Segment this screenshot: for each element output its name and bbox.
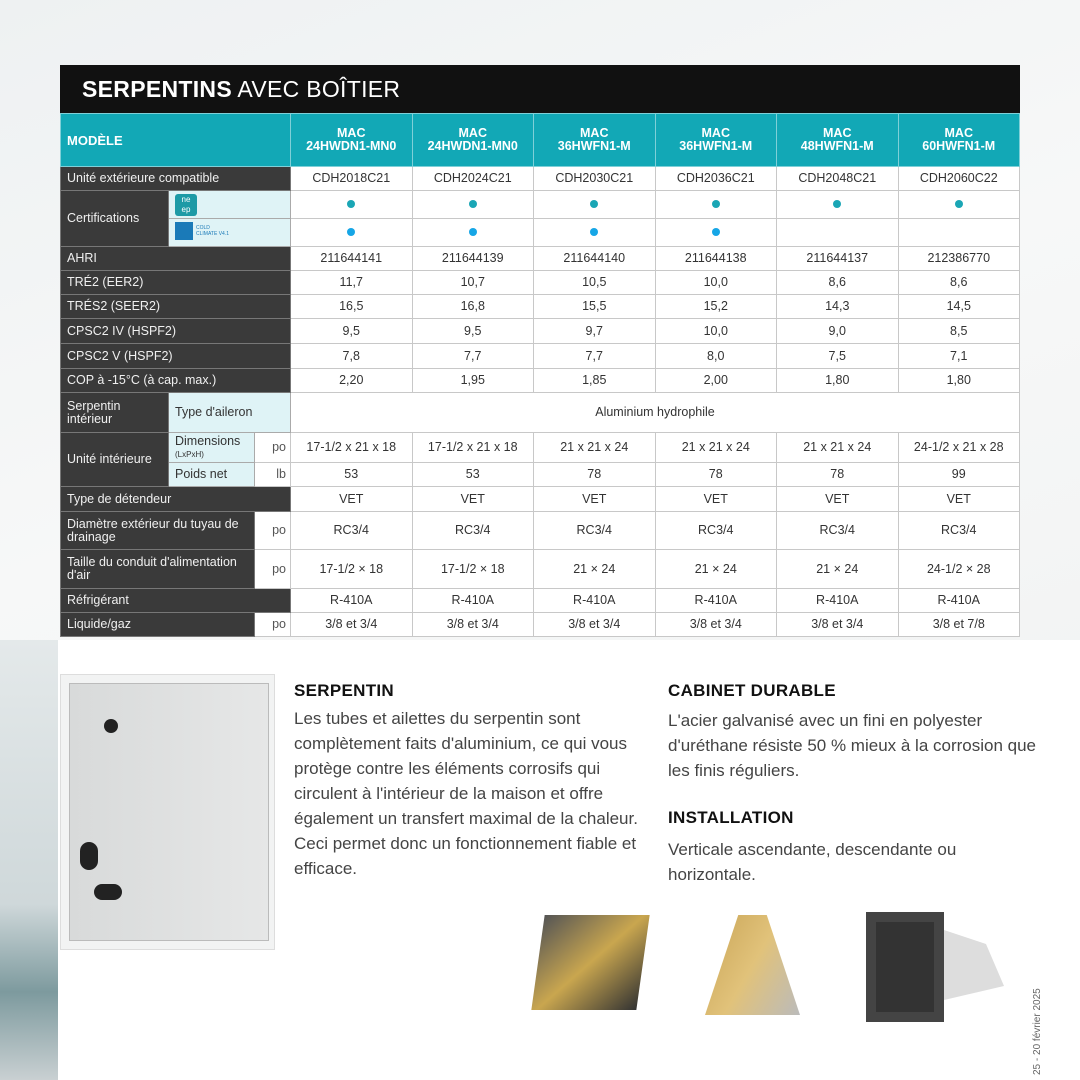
table-row (61, 613, 1020, 637)
air-handler-cabinet-image (69, 683, 269, 941)
energy-star-cert-cell (412, 219, 534, 247)
value-cell: 16,8 (412, 295, 534, 319)
row-label: CPSC2 V (HSPF2) (61, 344, 291, 369)
value-cell: 78 (534, 463, 656, 487)
model-prefix: MAC (823, 126, 852, 140)
value-cell: VET (412, 487, 534, 512)
row-unit: po (255, 433, 291, 463)
model-number: 36HWFN1-M (679, 139, 753, 153)
value-cell: 21 × 24 (534, 550, 656, 589)
value-cell: CDH2024C21 (412, 167, 534, 191)
value-cell: 53 (291, 463, 413, 487)
neep-cert-cell (655, 191, 777, 219)
row-label: TRÉ2 (EER2) (61, 271, 291, 295)
value-cell: RC3/4 (291, 512, 413, 550)
header-model (655, 114, 777, 167)
value-cell: R-410A (534, 589, 656, 613)
coil-text: Les tubes et ailettes du serpentin sont complètement faits d'aluminium, ce qui vous protège contre les éléments corrosifs qui circulent à l'intérieur de la maison et offre également un transfert maximal de la chaleur. Ceci permet donc un fonctionnement fiable et efficace. (294, 709, 638, 878)
cabinet-text: L'acier galvanisé avec un fini en polyester d'uréthane résiste 50 % mieux à la corrosion que les finis réguliers. (668, 711, 1037, 780)
value-cell: 21 × 24 (777, 550, 899, 589)
energy-star-cert-cell (655, 219, 777, 247)
energy-star-icon: COLD CLIMATE V4.1 (175, 222, 229, 240)
row-label: Réfrigérant (61, 589, 291, 613)
table-row (61, 589, 1020, 613)
indoor-unit-label: Unité intérieure (61, 433, 169, 487)
table-row (61, 247, 1020, 271)
energy-star-cert-cell (898, 219, 1020, 247)
value-cell: 1,80 (898, 369, 1020, 393)
dimensions-sub: (LxPxH) (175, 449, 204, 459)
value-cell: 2,00 (655, 369, 777, 393)
table-row (61, 487, 1020, 512)
dimensions-text: Dimensions (175, 433, 241, 448)
model-number: 24HWDN1-MN0 (427, 139, 518, 153)
value-cell: 2,20 (291, 369, 413, 393)
model-number: 36HWFN1-M (557, 139, 631, 153)
table-row (61, 219, 1020, 247)
energy-star-cert-cell (534, 219, 656, 247)
row-label: Unité extérieure compatible (61, 167, 291, 191)
coil-image-1 (528, 910, 658, 1020)
table-row (61, 295, 1020, 319)
value-cell: 9,5 (412, 319, 534, 344)
check-dot-icon (712, 228, 720, 236)
value-cell: CDH2048C21 (777, 167, 899, 191)
check-dot-icon (955, 200, 963, 208)
certifications-label: Certifications (61, 191, 169, 247)
value-cell: 14,3 (777, 295, 899, 319)
weight-label: Poids net (169, 463, 255, 487)
check-dot-icon (469, 228, 477, 236)
value-cell: 11,7 (291, 271, 413, 295)
value-cell: R-410A (412, 589, 534, 613)
value-cell: 17-1/2 x 21 x 18 (291, 433, 413, 463)
installation-text: Verticale ascendante, descendante ou horizontale. (668, 840, 957, 884)
value-cell: 21 x 21 x 24 (534, 433, 656, 463)
check-dot-icon (590, 228, 598, 236)
value-cell: 10,0 (655, 271, 777, 295)
model-prefix: MAC (458, 126, 487, 140)
value-cell: 7,5 (777, 344, 899, 369)
page-title (60, 65, 1020, 113)
value-cell: R-410A (777, 589, 899, 613)
value-cell: 211644141 (291, 247, 413, 271)
model-number: 48HWFN1-M (800, 139, 874, 153)
value-cell: CDH2036C21 (655, 167, 777, 191)
row-unit: lb (255, 463, 291, 487)
title-rest: AVEC BOÎTIER (231, 76, 401, 102)
row-unit: po (255, 550, 291, 589)
value-cell: 7,1 (898, 344, 1020, 369)
check-dot-icon (590, 200, 598, 208)
table-row (61, 433, 1020, 463)
value-cell: VET (777, 487, 899, 512)
value-cell: 3/8 et 3/4 (534, 613, 656, 637)
value-cell: CDH2018C21 (291, 167, 413, 191)
value-cell: 10,7 (412, 271, 534, 295)
value-cell: VET (898, 487, 1020, 512)
value-cell: 78 (655, 463, 777, 487)
value-cell: 8,6 (898, 271, 1020, 295)
installation-heading: INSTALLATION (668, 808, 794, 827)
title-bold: SERPENTINS (82, 76, 232, 102)
model-number: 24HWDN1-MN0 (306, 139, 397, 153)
value-cell: 211644139 (412, 247, 534, 271)
neep-cert-cell (777, 191, 899, 219)
check-dot-icon (712, 200, 720, 208)
header-model (412, 114, 534, 167)
value-cell: 24-1/2 × 28 (898, 550, 1020, 589)
header-model (534, 114, 656, 167)
value-cell: 17-1/2 × 18 (412, 550, 534, 589)
model-prefix: MAC (580, 126, 609, 140)
model-number: 60HWFN1-M (922, 139, 996, 153)
value-cell: 9,0 (777, 319, 899, 344)
table-row (61, 463, 1020, 487)
value-cell: CDH2060C22 (898, 167, 1020, 191)
coil-image-2 (695, 910, 815, 1020)
table-row (61, 271, 1020, 295)
header-model (777, 114, 899, 167)
value-cell: 9,7 (534, 319, 656, 344)
row-label: Diamètre extérieur du tuyau de drainage (61, 512, 255, 550)
value-cell: 14,5 (898, 295, 1020, 319)
value-cell: 17-1/2 × 18 (291, 550, 413, 589)
dimensions-label (169, 433, 255, 463)
value-cell: 21 x 21 x 24 (655, 433, 777, 463)
value-cell: 8,6 (777, 271, 899, 295)
table-row (61, 512, 1020, 550)
header-model-label: MODÈLE (61, 114, 291, 167)
value-cell: 8,0 (655, 344, 777, 369)
header-model (898, 114, 1020, 167)
coil-label: Serpentin intérieur (61, 393, 169, 433)
value-cell: 21 x 21 x 24 (777, 433, 899, 463)
value-cell: 3/8 et 3/4 (655, 613, 777, 637)
value-cell: RC3/4 (534, 512, 656, 550)
value-cell: 10,0 (655, 319, 777, 344)
value-cell: RC3/4 (412, 512, 534, 550)
check-dot-icon (469, 200, 477, 208)
row-unit: po (255, 613, 291, 637)
model-prefix: MAC (337, 126, 366, 140)
value-cell: 3/8 et 3/4 (777, 613, 899, 637)
table-row (61, 369, 1020, 393)
table-row (61, 550, 1020, 589)
value-cell: 3/8 et 3/4 (412, 613, 534, 637)
value-cell: 15,5 (534, 295, 656, 319)
value-cell: 3/8 et 3/4 (291, 613, 413, 637)
row-label: TRÉS2 (SEER2) (61, 295, 291, 319)
value-cell: 212386770 (898, 247, 1020, 271)
energy-star-cert-cell (777, 219, 899, 247)
product-photo (60, 674, 275, 950)
spec-table (60, 113, 1020, 637)
value-cell: RC3/4 (655, 512, 777, 550)
coil-image-3 (866, 910, 1006, 1020)
value-cell: 15,2 (655, 295, 777, 319)
footer-date: 25 - 20 février 2025 (1032, 988, 1043, 1075)
value-cell: 1,95 (412, 369, 534, 393)
neep-logo (169, 191, 291, 219)
energy-star-cert-cell (291, 219, 413, 247)
value-cell: 24-1/2 x 21 x 28 (898, 433, 1020, 463)
value-cell: 21 × 24 (655, 550, 777, 589)
check-dot-icon (347, 200, 355, 208)
fin-type-value: Aluminium hydrophile (291, 393, 1020, 433)
value-cell: R-410A (898, 589, 1020, 613)
neep-logo-icon: ne ep (175, 194, 197, 216)
table-row (61, 191, 1020, 219)
coil-heading: SERPENTIN (294, 681, 394, 700)
row-label: COP à -15°C (à cap. max.) (61, 369, 291, 393)
value-cell: 211644138 (655, 247, 777, 271)
row-label: Liquide/gaz (61, 613, 255, 637)
value-cell: R-410A (655, 589, 777, 613)
neep-cert-cell (291, 191, 413, 219)
value-cell: VET (291, 487, 413, 512)
value-cell: 17-1/2 x 21 x 18 (412, 433, 534, 463)
row-label: CPSC2 IV (HSPF2) (61, 319, 291, 344)
neep-cert-cell (534, 191, 656, 219)
value-cell: 211644137 (777, 247, 899, 271)
table-row (61, 114, 1020, 167)
value-cell: VET (534, 487, 656, 512)
fin-type-label: Type d'aileron (169, 393, 291, 433)
value-cell: 1,80 (777, 369, 899, 393)
value-cell: 78 (777, 463, 899, 487)
row-label: Taille du conduit d'alimentation d'air (61, 550, 255, 589)
neep-cert-cell (412, 191, 534, 219)
table-row (61, 344, 1020, 369)
value-cell: 7,8 (291, 344, 413, 369)
value-cell: 3/8 et 7/8 (898, 613, 1020, 637)
check-dot-icon (347, 228, 355, 236)
value-cell: 1,85 (534, 369, 656, 393)
energy-star-logo (169, 219, 291, 247)
header-model (291, 114, 413, 167)
cabinet-heading: CABINET DURABLE (668, 681, 836, 700)
table-row (61, 393, 1020, 433)
row-label: AHRI (61, 247, 291, 271)
value-cell: 16,5 (291, 295, 413, 319)
value-cell: 53 (412, 463, 534, 487)
value-cell: RC3/4 (777, 512, 899, 550)
table-row (61, 319, 1020, 344)
value-cell: RC3/4 (898, 512, 1020, 550)
value-cell: R-410A (291, 589, 413, 613)
value-cell: 7,7 (412, 344, 534, 369)
row-label: Type de détendeur (61, 487, 291, 512)
value-cell: 211644140 (534, 247, 656, 271)
model-prefix: MAC (701, 126, 730, 140)
value-cell: 7,7 (534, 344, 656, 369)
neep-cert-cell (898, 191, 1020, 219)
row-unit: po (255, 512, 291, 550)
value-cell: VET (655, 487, 777, 512)
value-cell: 10,5 (534, 271, 656, 295)
model-prefix: MAC (944, 126, 973, 140)
value-cell: 9,5 (291, 319, 413, 344)
value-cell: 99 (898, 463, 1020, 487)
table-row (61, 167, 1020, 191)
check-dot-icon (833, 200, 841, 208)
value-cell: CDH2030C21 (534, 167, 656, 191)
value-cell: 8,5 (898, 319, 1020, 344)
